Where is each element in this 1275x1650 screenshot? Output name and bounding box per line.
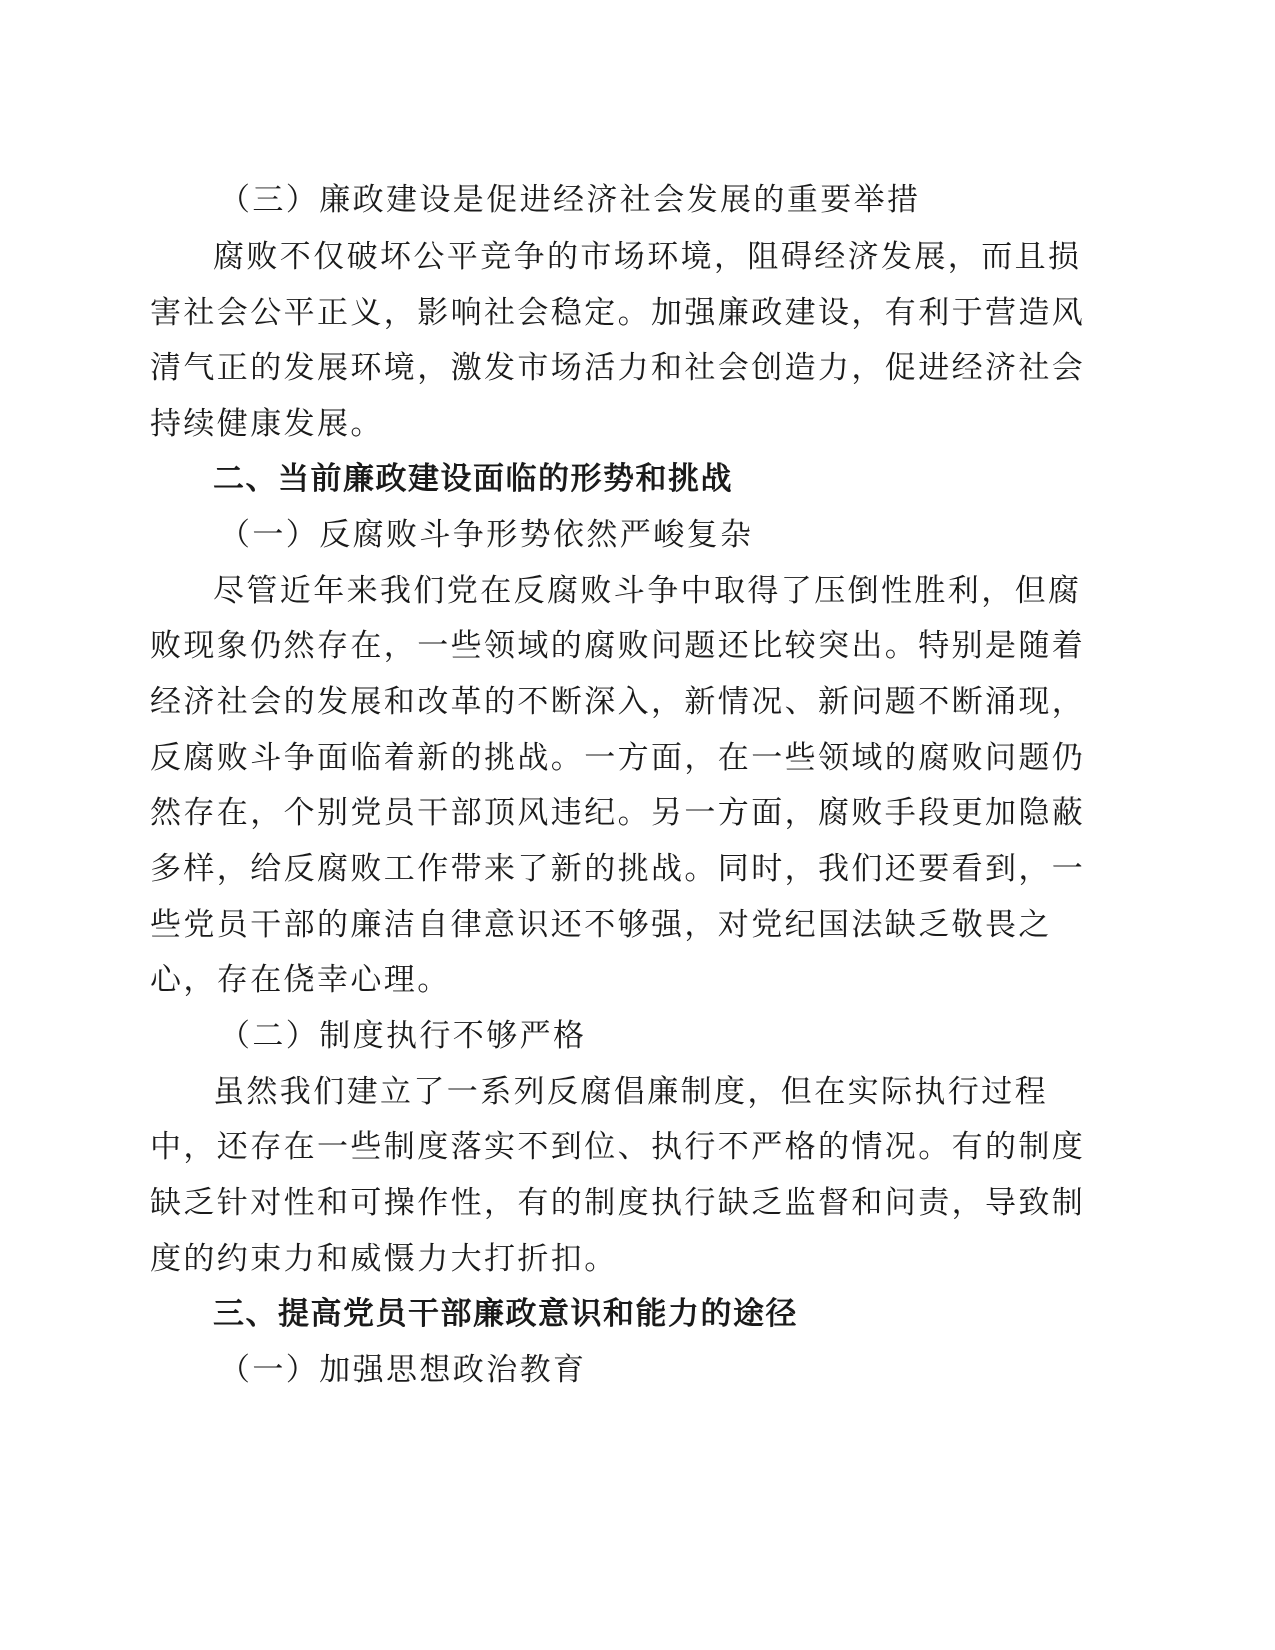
paragraph-line: 多样，给反腐败工作带来了新的挑战。同时，我们还要看到，一 [150, 851, 1086, 887]
paragraph-line: 败现象仍然存在，一些领域的腐败问题还比较突出。特别是随着 [150, 628, 1086, 664]
paragraph-line: 些党员干部的廉洁自律意识还不够强，对党纪国法缺乏敬畏之 [150, 907, 1052, 943]
paragraph-line: 反腐败斗争面临着新的挑战。一方面，在一些领域的腐败问题仍 [150, 740, 1086, 776]
subheading-section-3-1: （一）加强思想政治教育 [219, 1352, 587, 1388]
paragraph-line: 度的约束力和威慑力大打折扣。 [150, 1241, 618, 1277]
paragraph-line: 中，还存在一些制度落实不到位、执行不严格的情况。有的制度 [150, 1129, 1086, 1165]
paragraph-line: 害社会公平正义，影响社会稳定。加强廉政建设，有利于营造风 [150, 295, 1086, 331]
paragraph-line: 经济社会的发展和改革的不断深入，新情况、新问题不断涌现， [150, 684, 1086, 720]
subheading-section-1-3: （三）廉政建设是促进经济社会发展的重要举措 [219, 182, 921, 218]
subheading-section-2-2: （二）制度执行不够严格 [219, 1018, 587, 1054]
paragraph-line: 然存在，个别党员干部顶风违纪。另一方面，腐败手段更加隐蔽 [150, 795, 1086, 831]
paragraph-line: 清气正的发展环境，激发市场活力和社会创造力，促进经济社会 [150, 350, 1086, 386]
paragraph-line: 心，存在侥幸心理。 [150, 962, 451, 998]
paragraph-line: 尽管近年来我们党在反腐败斗争中取得了压倒性胜利，但腐 [213, 573, 1082, 609]
heading-section-2: 二、当前廉政建设面临的形势和挑战 [213, 461, 733, 497]
paragraph-line: 虽然我们建立了一系列反腐倡廉制度，但在实际执行过程 [213, 1074, 1048, 1110]
heading-section-3: 三、提高党员干部廉政意识和能力的途径 [213, 1296, 798, 1332]
subheading-section-2-1: （一）反腐败斗争形势依然严峻复杂 [219, 517, 754, 553]
paragraph-line: 缺乏针对性和可操作性，有的制度执行缺乏监督和问责，导致制 [150, 1185, 1086, 1221]
paragraph-line: 腐败不仅破坏公平竞争的市场环境，阻碍经济发展，而且损 [213, 239, 1082, 275]
paragraph-line: 持续健康发展。 [150, 406, 384, 442]
